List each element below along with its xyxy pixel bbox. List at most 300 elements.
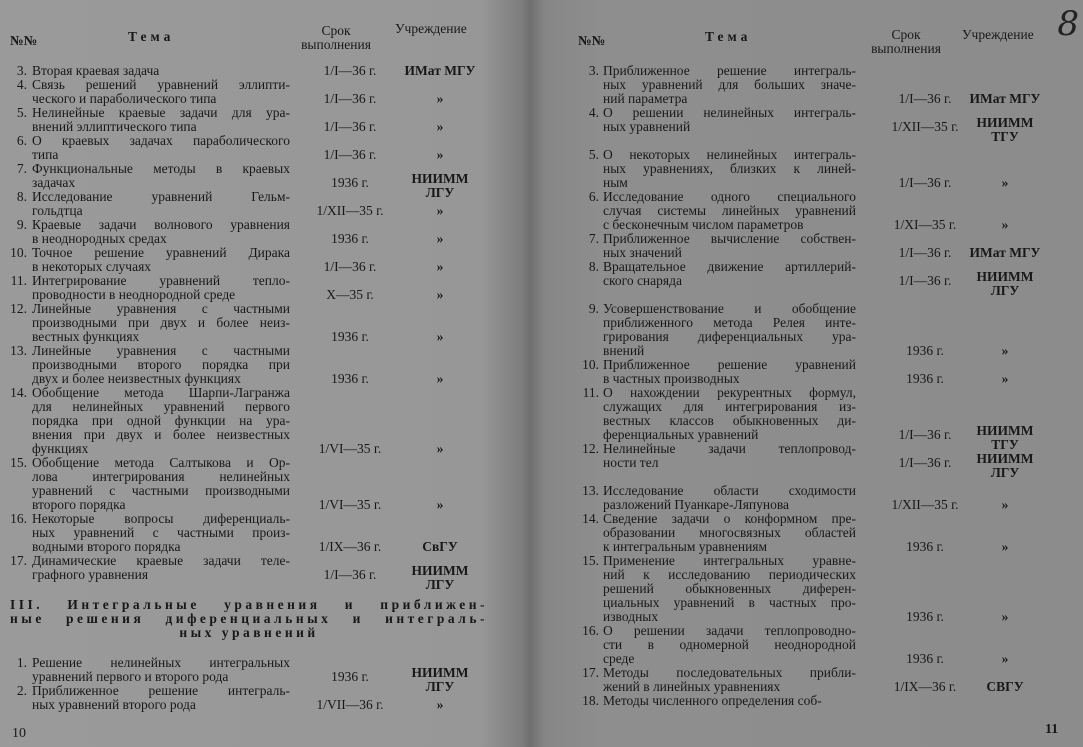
- item-institution-line: ЛГУ: [990, 283, 1020, 298]
- item-topic-line: ческого и параболического типа: [32, 91, 217, 106]
- item-topic-line: производными при двух и более неиз-: [32, 315, 290, 330]
- item-topic-line: приближенного метода Релея инте-: [603, 315, 856, 330]
- item-number: 8.: [16, 189, 27, 204]
- list-item: [540, 624, 1083, 666]
- item-deadline: 1/I—36 г.: [898, 273, 952, 288]
- item-topic-line: образовании многосвязных областей: [603, 525, 856, 540]
- list-item: [0, 456, 520, 512]
- item-topic-line: Исследование одного специального: [603, 189, 856, 204]
- header-institution: Учреждение: [962, 27, 1034, 42]
- item-topic-line: Линейные уравнения с частными: [32, 301, 290, 316]
- item-number: 6.: [588, 189, 599, 204]
- item-topic-line: в неоднородных средах: [32, 231, 167, 246]
- item-institution: [965, 680, 1045, 694]
- item-topic: [603, 694, 856, 708]
- item-topic-line: Приближенное решение интеграль-: [603, 63, 856, 78]
- item-number: 11.: [582, 385, 599, 400]
- item-topic: [32, 344, 290, 386]
- item-institution-line: СВГУ: [986, 679, 1024, 694]
- list-item: [0, 64, 520, 78]
- item-institution-line: »: [436, 91, 444, 106]
- item-topic-line: задачах: [32, 175, 76, 190]
- section-heading-line: ные решения диференциальных и интеграль-: [10, 611, 488, 626]
- item-topic-line: Точное решение уравнений Дирака: [32, 245, 290, 260]
- item-topic-line: Приближенное вычисление собствен-: [603, 231, 856, 246]
- item-topic-line: внения при двух и более неизвестных: [32, 427, 290, 442]
- item-topic-line: вестных функциях: [32, 329, 140, 344]
- item-institution-line: »: [1001, 343, 1009, 358]
- item-topic: [32, 684, 290, 712]
- item-topic-line: Приближенное решение интеграль-: [32, 683, 290, 698]
- header-deadline-line: выполнения: [871, 41, 941, 56]
- item-institution-line: ЛГУ: [425, 577, 455, 592]
- item-institution: [965, 218, 1045, 232]
- item-topic-line: Нелинейные задачи теплопровод-: [603, 441, 856, 456]
- item-topic: [603, 64, 856, 106]
- item-deadline: 1/I—36 г.: [898, 91, 952, 106]
- item-topic: [603, 302, 856, 358]
- item-topic: [32, 554, 290, 582]
- item-topic: [32, 134, 290, 162]
- item-topic-line: разложений Пуанкаре-Ляпунова: [603, 497, 790, 512]
- header-deadline: [290, 24, 382, 52]
- item-topic-line: уравнений первого и второго рода: [32, 669, 229, 684]
- page-number: 10: [12, 726, 26, 741]
- list-item: [0, 512, 520, 554]
- item-deadline: 1/I—36 г.: [898, 427, 952, 442]
- item-topic-line: ний параметра: [603, 91, 688, 106]
- list-item: [0, 684, 520, 712]
- item-topic-line: ности тел: [603, 455, 659, 470]
- item-deadline: 1/I—36 г.: [323, 91, 377, 106]
- item-topic-line: Краевые задачи волнового уравнения: [32, 217, 290, 232]
- item-topic-line: Динамические краевые задачи теле-: [32, 553, 290, 568]
- item-topic-line: Методы численного определения соб-: [603, 693, 822, 708]
- item-deadline: 1936 г.: [331, 371, 369, 386]
- item-deadline: 1/XII—35 г.: [316, 203, 384, 218]
- item-number: 9.: [588, 301, 599, 316]
- item-topic: [603, 666, 856, 694]
- item-number: 2.: [16, 683, 27, 698]
- item-deadline: 1936 г.: [331, 329, 369, 344]
- list-item: [540, 554, 1083, 624]
- item-deadline: 1/I—36 г.: [323, 63, 377, 78]
- item-topic-line: Сведение задачи о конформном пре-: [603, 511, 856, 526]
- page-number: 11: [1045, 722, 1059, 737]
- item-topic-line: ных уравнениях, близких к линей-: [603, 161, 856, 176]
- item-topic: [603, 624, 856, 666]
- item-institution-line: ИМат МГУ: [969, 91, 1041, 106]
- item-topic: [32, 274, 290, 302]
- header-number: №№: [578, 33, 606, 48]
- item-topic-line: к интегральным уравнениям: [603, 539, 768, 554]
- item-institution-line: НИИММ: [976, 423, 1034, 438]
- item-institution: [400, 540, 480, 554]
- item-topic-line: Применение интегральных уравне-: [603, 553, 856, 568]
- topic-list: [0, 63, 520, 592]
- item-topic-line: Исследование уравнений Гельм-: [32, 189, 290, 204]
- section-heading-line: III. Интегральные уравнения и приближен-: [10, 597, 488, 612]
- item-institution: [400, 442, 480, 456]
- item-topic: [32, 190, 290, 218]
- item-deadline: 1/I—36 г.: [323, 259, 377, 274]
- item-topic-line: Приближенное решение уравнений: [603, 357, 856, 372]
- header-deadline-line: Срок: [891, 27, 921, 42]
- item-topic-line: производными второго порядка при: [32, 357, 290, 372]
- header-deadline-line: выполнения: [301, 37, 371, 52]
- item-institution: [965, 270, 1045, 298]
- item-institution: [400, 204, 480, 218]
- item-number: 8.: [588, 259, 599, 274]
- item-deadline: 1936 г.: [906, 609, 944, 624]
- item-number: 3.: [588, 63, 599, 78]
- item-institution: [965, 116, 1045, 144]
- item-institution: [965, 498, 1045, 512]
- item-topic-line: ний к исследованию периодических: [603, 567, 856, 582]
- item-topic-line: О нахождении рекурентных формул,: [603, 385, 856, 400]
- item-number: 16.: [582, 623, 599, 638]
- item-topic: [603, 386, 856, 442]
- section-heading: [10, 598, 488, 640]
- item-topic-line: изводных: [603, 609, 659, 624]
- item-institution: [400, 698, 480, 712]
- item-number: 6.: [16, 133, 27, 148]
- item-topic-line: графного уравнения: [32, 567, 149, 582]
- item-deadline: 1936 г.: [906, 651, 944, 666]
- item-deadline: 1936 г.: [906, 539, 944, 554]
- item-topic-line: в некоторых случаях: [32, 259, 152, 274]
- list-item: [0, 386, 520, 456]
- item-topic: [32, 106, 290, 134]
- item-topic-line: с бесконечным числом параметров: [603, 217, 804, 232]
- list-item: [0, 344, 520, 386]
- item-topic-line: среде: [603, 651, 635, 666]
- item-deadline: 1/IX—36 г.: [893, 679, 957, 694]
- item-institution-line: »: [1001, 539, 1009, 554]
- item-number: 7.: [16, 161, 27, 176]
- item-deadline: 1/VI—35 г.: [318, 497, 382, 512]
- item-deadline: 1936 г.: [331, 175, 369, 190]
- item-topic-line: Нелинейные краевые задачи для ура-: [32, 105, 290, 120]
- item-number: 14.: [10, 385, 27, 400]
- item-deadline: 1/VII—36 г.: [316, 697, 384, 712]
- item-topic-line: Функциональные методы в краевых: [32, 161, 290, 176]
- item-topic-line: случая системы линейных уравнений: [603, 203, 856, 218]
- item-topic-line: ференциальных уравнений: [603, 427, 759, 442]
- item-topic-line: лова интегрирования нелинейных: [32, 469, 290, 484]
- item-institution: [965, 652, 1045, 666]
- item-topic-line: Интегрирование уравнений тепло-: [32, 273, 290, 288]
- list-item: [540, 484, 1083, 512]
- item-topic: [32, 456, 290, 512]
- item-topic-line: водными второго порядка: [32, 539, 181, 554]
- item-topic-line: ных значений: [603, 245, 682, 260]
- item-number: 14.: [582, 511, 599, 526]
- item-institution-line: »: [436, 697, 444, 712]
- item-number: 11.: [10, 273, 27, 288]
- item-institution-line: НИИММ: [976, 115, 1034, 130]
- item-topic-line: ского снаряда: [603, 273, 682, 288]
- section-heading-line: ных уравнений: [179, 625, 319, 640]
- item-institution: [400, 232, 480, 246]
- item-number: 13.: [10, 343, 27, 358]
- item-institution-line: ЛГУ: [425, 679, 455, 694]
- item-topic-line: уравнений с частными производными: [32, 483, 290, 498]
- item-number: 15.: [582, 553, 599, 568]
- item-institution-line: »: [436, 287, 444, 302]
- item-topic-line: Методы последовательных прибли-: [603, 665, 856, 680]
- item-institution-line: »: [1001, 497, 1009, 512]
- item-institution: [965, 540, 1045, 554]
- item-topic: [32, 302, 290, 344]
- item-number: 1.: [16, 655, 27, 670]
- item-institution-line: »: [436, 259, 444, 274]
- item-institution-line: »: [1001, 217, 1009, 232]
- item-topic-line: внений: [603, 343, 645, 358]
- list-item: [540, 694, 1083, 708]
- item-topic-line: внений эллиптического типа: [32, 119, 197, 134]
- list-item: [540, 302, 1083, 358]
- item-topic-line: ных уравнений: [603, 119, 691, 134]
- list-item: [540, 259, 1083, 298]
- item-topic-line: в частных производных: [603, 371, 740, 386]
- list-item: [540, 105, 1083, 144]
- item-deadline: 1936 г.: [331, 231, 369, 246]
- item-deadline: 1/I—36 г.: [898, 455, 952, 470]
- item-topic-line: порядка при одной функции на ура-: [32, 413, 290, 428]
- item-institution-line: СвГУ: [422, 539, 458, 554]
- item-topic-line: Некоторые вопросы диференциаль-: [32, 511, 290, 526]
- list-item: [0, 274, 520, 302]
- item-topic: [32, 386, 290, 456]
- item-number: 18.: [582, 693, 599, 708]
- item-topic-line: О решении нелинейных интеграль-: [603, 105, 856, 120]
- item-number: 5.: [16, 105, 27, 120]
- item-institution-line: НИИММ: [411, 665, 469, 680]
- item-topic-line: служащих для интегрирования из-: [603, 399, 856, 414]
- item-deadline: 1/I—36 г.: [323, 567, 377, 582]
- header-deadline-line: Срок: [321, 23, 351, 38]
- item-topic: [603, 106, 856, 134]
- item-institution-line: »: [1001, 651, 1009, 666]
- item-topic-line: гольдтца: [32, 203, 83, 218]
- list-item: [0, 302, 520, 344]
- item-topic: [603, 148, 856, 190]
- item-institution-line: »: [436, 147, 444, 162]
- item-institution: [965, 452, 1045, 480]
- list-item: [540, 64, 1083, 106]
- item-institution: [400, 260, 480, 274]
- item-topic-line: грирования диференциальных ура-: [603, 329, 856, 344]
- item-institution-line: НИИММ: [411, 171, 469, 186]
- item-deadline: 1/I—36 г.: [323, 147, 377, 162]
- right-page: [540, 0, 1083, 747]
- item-institution: [965, 246, 1045, 260]
- item-topic-line: функциях: [32, 441, 89, 456]
- item-topic-line: циальных уравнений в частных про-: [603, 595, 856, 610]
- item-number: 10.: [10, 245, 27, 260]
- item-institution: [400, 148, 480, 162]
- item-topic-line: сти в одномерной неоднородной: [603, 637, 856, 652]
- list-item: [540, 666, 1083, 694]
- item-topic: [32, 656, 290, 684]
- item-institution: [400, 120, 480, 134]
- item-institution-line: ИМат МГУ: [404, 63, 476, 78]
- item-institution-line: »: [436, 231, 444, 246]
- item-topic-line: ных уравнений для больших значе-: [603, 77, 856, 92]
- item-topic-line: Усовершенствование и обобщение: [603, 301, 856, 316]
- list-item: [0, 106, 520, 134]
- item-number: 4.: [588, 105, 599, 120]
- item-topic-line: жений в линейных уравнениях: [603, 679, 781, 694]
- item-topic: [32, 162, 290, 190]
- item-topic-line: Линейные уравнения с частными: [32, 343, 290, 358]
- item-topic-line: ных уравнений с частными произ-: [32, 525, 290, 540]
- item-topic: [603, 442, 856, 470]
- item-institution: [400, 288, 480, 302]
- item-topic-line: проводности в неоднородной среде: [32, 287, 236, 302]
- item-institution-line: »: [1001, 609, 1009, 624]
- item-number: 12.: [582, 441, 599, 456]
- item-topic: [603, 484, 856, 512]
- item-institution-line: ЛГУ: [990, 465, 1020, 480]
- section-topic-list: [0, 656, 520, 712]
- item-deadline: 1936 г.: [906, 371, 944, 386]
- item-institution-line: »: [436, 119, 444, 134]
- item-institution: [965, 372, 1045, 386]
- item-institution-line: »: [436, 329, 444, 344]
- item-institution-line: »: [436, 497, 444, 512]
- item-institution-line: »: [1001, 175, 1009, 190]
- item-topic: [603, 358, 856, 386]
- item-deadline: X—35 г.: [326, 287, 374, 302]
- list-item: [0, 134, 520, 162]
- item-institution: [400, 92, 480, 106]
- item-number: 5.: [588, 147, 599, 162]
- item-deadline: 1/XII—35 г.: [891, 119, 959, 134]
- list-item: [540, 232, 1083, 260]
- item-deadline: 1/I—36 г.: [898, 245, 952, 260]
- item-number: 13.: [582, 483, 599, 498]
- item-topic-line: Обобщение метода Салтыкова и Ор-: [32, 455, 290, 470]
- list-item: [0, 218, 520, 246]
- item-institution: [400, 372, 480, 386]
- header-institution: Учреждение: [395, 21, 467, 36]
- item-number: 3.: [16, 63, 27, 78]
- left-page: [0, 0, 520, 747]
- item-institution: [400, 498, 480, 512]
- item-deadline: 1/IX—36 г.: [318, 539, 382, 554]
- list-item: [0, 553, 520, 592]
- topic-list: [540, 64, 1083, 708]
- item-topic-line: для нелинейных уравнений первого: [32, 399, 290, 414]
- item-topic-line: второго порядка: [32, 497, 126, 512]
- item-deadline: 1936 г.: [906, 343, 944, 358]
- item-institution-line: »: [1001, 371, 1009, 386]
- item-number: 17.: [10, 553, 27, 568]
- item-topic: [32, 512, 290, 554]
- item-institution: [965, 176, 1045, 190]
- item-topic: [32, 64, 290, 78]
- item-number: 12.: [10, 301, 27, 316]
- item-institution-line: ИМат МГУ: [969, 245, 1041, 260]
- list-item: [0, 246, 520, 274]
- item-institution-line: ЛГУ: [425, 185, 455, 200]
- item-topic-line: Исследование области сходимости: [603, 483, 856, 498]
- item-deadline: 1/VI—35 г.: [318, 441, 382, 456]
- item-topic-line: О некоторых нелинейных интеграль-: [603, 147, 856, 162]
- item-topic: [603, 232, 856, 260]
- item-topic-line: типа: [32, 147, 59, 162]
- item-institution: [400, 564, 480, 592]
- header-deadline: [858, 28, 954, 56]
- item-number: 10.: [582, 357, 599, 372]
- list-item: [0, 78, 520, 106]
- item-topic-line: О краевых задачах параболического: [32, 133, 290, 148]
- item-deadline: 1/I—36 г.: [898, 175, 952, 190]
- item-topic-line: О решении задачи теплопроводно-: [603, 623, 856, 638]
- list-item: [540, 358, 1083, 386]
- item-number: 15.: [10, 455, 27, 470]
- item-topic: [603, 512, 856, 554]
- item-deadline: 1/I—36 г.: [323, 119, 377, 134]
- handwritten-mark: 8: [1057, 4, 1079, 44]
- item-institution: [965, 92, 1045, 106]
- item-institution: [400, 330, 480, 344]
- item-topic-line: вестных классов обыкновенных ди-: [603, 413, 856, 428]
- list-item: [540, 148, 1083, 190]
- item-topic-line: двух и более неизвестных функциях: [32, 371, 241, 386]
- item-topic: [32, 218, 290, 246]
- item-institution-line: ТГУ: [991, 437, 1019, 452]
- header-topic: Тема: [705, 29, 752, 44]
- item-topic-line: ным: [603, 175, 628, 190]
- item-deadline: 1936 г.: [331, 669, 369, 684]
- item-topic: [32, 78, 290, 106]
- item-topic-line: Обобщение метода Шарпи-Лагранжа: [32, 385, 290, 400]
- list-item: [540, 441, 1083, 480]
- item-institution-line: ТГУ: [991, 129, 1019, 144]
- item-institution-line: »: [436, 203, 444, 218]
- item-topic: [603, 260, 856, 288]
- item-institution-line: НИИММ: [411, 563, 469, 578]
- header-topic: Тема: [128, 29, 175, 44]
- item-number: 7.: [588, 231, 599, 246]
- item-topic-line: Решение нелинейных интегральных: [32, 655, 290, 670]
- item-number: 4.: [16, 77, 27, 92]
- header-number: №№: [10, 33, 38, 48]
- item-institution-line: »: [436, 441, 444, 456]
- item-topic-line: Связь решений уравнений эллипти-: [32, 77, 290, 92]
- item-institution-line: НИИММ: [976, 269, 1034, 284]
- item-topic-line: Вторая краевая задача: [32, 63, 160, 78]
- item-topic: [32, 246, 290, 274]
- list-item: [0, 190, 520, 218]
- item-institution-line: НИИММ: [976, 451, 1034, 466]
- item-topic-line: решений обыкновенных диферен-: [603, 581, 856, 596]
- item-institution-line: »: [436, 371, 444, 386]
- item-deadline: 1/XII—35 г.: [891, 497, 959, 512]
- item-topic: [603, 554, 856, 624]
- item-topic: [603, 190, 856, 232]
- item-topic-line: ных уравнений второго рода: [32, 697, 196, 712]
- item-topic-line: Вращательное движение артиллерий-: [603, 259, 856, 274]
- item-number: 9.: [16, 217, 27, 232]
- item-institution: [965, 610, 1045, 624]
- item-deadline: 1/XI—35 г.: [893, 217, 957, 232]
- list-item: [540, 512, 1083, 554]
- item-institution: [965, 344, 1045, 358]
